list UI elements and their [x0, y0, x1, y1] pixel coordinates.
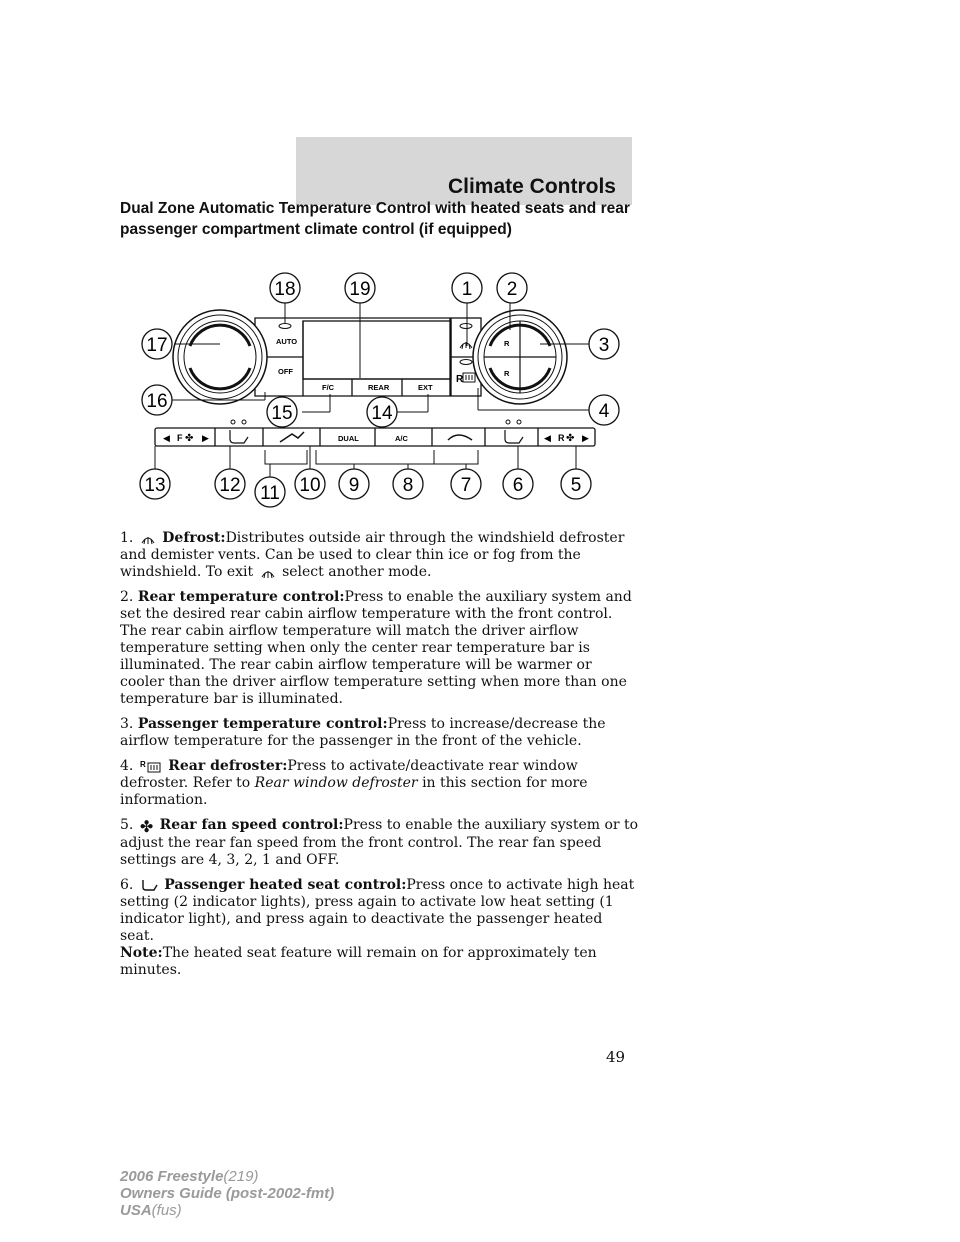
list-item: 1. Defrost:Distributes outside air through the windshield defroster and demister vents. Can be used to clear thin ice or fog from the windshield. To exit select another mode. [120, 530, 625, 580]
off-button-label: OFF [278, 367, 293, 376]
callout-number: 11 [260, 483, 280, 504]
callout-number: 5 [570, 475, 582, 496]
callout-number: 16 [146, 391, 168, 412]
rear-knob-label-bottom: R [504, 369, 510, 378]
item-list [120, 530, 640, 987]
auto-button-label: AUTO [276, 337, 298, 346]
callout-number: 17 [146, 335, 168, 356]
defrost-indicator [460, 324, 472, 329]
left-arrow-icon: ◀ [544, 433, 551, 443]
callout-number: 14 [371, 403, 393, 424]
display-screen [303, 321, 451, 379]
ac-button-label: A/C [395, 434, 408, 443]
callout-number: 9 [348, 475, 360, 496]
right-arrow-icon: ▶ [202, 433, 209, 443]
passenger-temp-knob [473, 310, 567, 404]
page-section-title: Climate Controls [447, 175, 616, 198]
passenger-heated-seat-icon [505, 430, 523, 443]
floor-vent-icon [280, 432, 304, 442]
rear-defrost-icon [463, 373, 475, 382]
callout-number: 18 [274, 279, 296, 300]
left-arrow-icon: ◀ [163, 433, 170, 443]
svg-text:R: R [139, 760, 146, 769]
list-item: 5. ✤ Rear fan speed control:Press to enable the auxiliary system or to adjust the rear fan speed from the front control. The rear fan speed settings are 4, 3, 2, 1 and OFF. [120, 817, 639, 868]
list-item: 6. Passenger heated seat control:Press once to activate high heat setting (2 indicator lights), press again to activate low heat setting (1 indicator light), and press again to deactivate the passenger heated seat. Note:The heated seat feature will remain on for approximately ten minutes. [120, 877, 635, 978]
callout-number: 1 [461, 279, 473, 300]
heated-seat-icon [140, 878, 158, 892]
callout-number: 6 [512, 475, 524, 496]
rear-defrost-label: R [456, 374, 464, 385]
defrost-icon [260, 567, 276, 579]
dual-button-label: DUAL [338, 434, 359, 443]
list-item: 2. Rear temperature control:Press to enable the auxiliary system and set the desired rear cabin airflow temperature with the front control. The rear cabin airflow temperature will match the driver airflow temperature setting when only the center rear temperature bar is illuminated. The rear cabin airflow temperature will be warmer or cooler than the driver airflow temperature setting when more than one temperature bar is illuminated. [120, 589, 632, 707]
defrost-icon [140, 533, 156, 545]
rear-defrost-icon [140, 759, 162, 773]
callout-number: 10 [299, 475, 321, 496]
rear-defrost-indicator [460, 360, 472, 365]
rear-fan-icon: ✤ [566, 433, 575, 444]
fc-button-label: F/C [322, 383, 335, 392]
callout-number: 4 [598, 401, 610, 422]
recirculation-icon [448, 435, 472, 440]
callout-number: 13 [144, 475, 166, 496]
callout-number: 15 [271, 403, 293, 424]
callout-number: 8 [402, 475, 414, 496]
footer: 2006 Freestyle(219) Owners Guide (post-2002-fmt) USA(fus) [120, 1168, 335, 1219]
header-box [296, 137, 632, 205]
callout-number: 19 [349, 279, 371, 300]
callout-number: 7 [460, 475, 472, 496]
list-item: 3. Passenger temperature control:Press to increase/decrease the airflow temperature for the passenger in the front of the vehicle. [120, 716, 606, 749]
callout-number: 2 [506, 279, 518, 300]
rear-button-label: REAR [368, 383, 390, 392]
page-number: 49 [606, 1048, 626, 1066]
climate-control-diagram [120, 268, 640, 508]
rear-fan-label: R [558, 433, 565, 443]
defrost-icon [460, 342, 472, 349]
auto-indicator [279, 324, 291, 329]
right-arrow-icon: ▶ [582, 433, 589, 443]
callout-number: 12 [219, 475, 241, 496]
front-fan-icon: ✤ [185, 433, 194, 444]
fan-icon: ✤ [139, 817, 154, 836]
front-fan-label: F [177, 433, 183, 443]
driver-heated-seat-icon [230, 430, 248, 443]
ext-button-label: EXT [418, 383, 433, 392]
section-heading: Dual Zone Automatic Temperature Control with heated seats and rear passenger compartment climate control (if equipped) [120, 200, 630, 238]
list-item: 4. R Rear defroster:Press to activate/deactivate rear window defroster. Refer to Rear window defroster in this section for more information. [120, 758, 588, 808]
rear-knob-label-top: R [504, 339, 510, 348]
callout-number: 3 [598, 335, 610, 356]
driver-temp-knob [173, 310, 267, 404]
